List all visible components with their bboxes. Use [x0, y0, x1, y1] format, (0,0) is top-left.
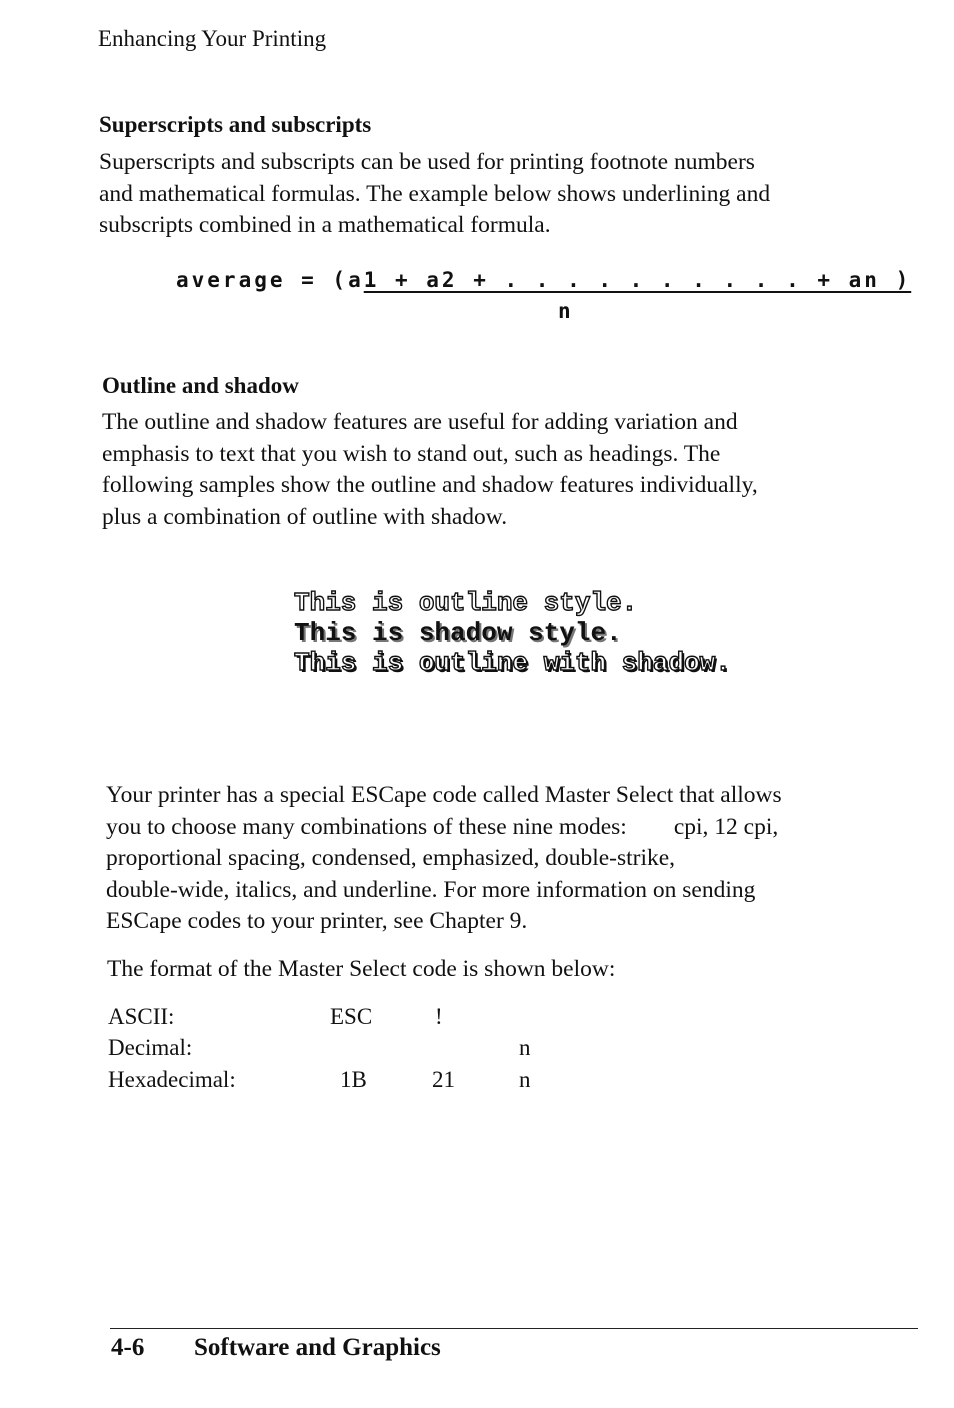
table-cell: n: [519, 1067, 531, 1092]
paragraph-line: The outline and shadow features are useful for adding variation and: [102, 409, 738, 435]
section-heading-outline-shadow: Outline and shadow: [102, 373, 299, 398]
running-head: Enhancing Your Printing: [98, 26, 327, 51]
sample-outline-style: This is outline style.: [294, 588, 638, 618]
page-number: 4-6: [111, 1334, 145, 1361]
footer-title: Software and Graphics: [194, 1334, 441, 1361]
paragraph-line: you to choose many combinations of these nine modes: cpi, 12 cpi,: [106, 813, 779, 840]
paragraph-line: Your printer has a special ESCape code called Master Select that allows: [106, 782, 782, 808]
paragraph-line: and mathematical formulas. The example below shows underlining and: [99, 180, 771, 207]
formula-underlined: 1 + a2 + . . . . . . . . . . + an ): [363, 268, 912, 292]
formula-denominator: n: [558, 299, 574, 323]
master-select-paragraph: [106, 780, 906, 938]
formula-prefix: average = (a: [176, 268, 364, 292]
table-cell: !: [435, 1004, 443, 1029]
table-cell: n: [519, 1035, 531, 1060]
section-paragraph-outline-shadow: [102, 407, 902, 533]
section-heading-superscripts: Superscripts and subscripts: [99, 112, 372, 137]
section-paragraph-superscripts: [99, 147, 899, 242]
footer-divider: [110, 1328, 918, 1329]
paragraph-line: Superscripts and subscripts can be used for printing footnote numbers: [99, 149, 755, 175]
formula-numerator: [176, 268, 911, 292]
format-line: The format of the Master Select code is shown below:: [107, 956, 616, 982]
table-cell: 1B: [340, 1067, 367, 1092]
paragraph-line: proportional spacing, condensed, emphasized, double-strike,: [106, 845, 676, 871]
table-row-label: Decimal:: [108, 1035, 193, 1060]
paragraph-line: subscripts combined in a mathematical formula.: [99, 212, 551, 238]
sample-samples: [294, 588, 731, 678]
sample-outline-with-shadow: This is outline with shadow.: [294, 648, 731, 678]
paragraph-line: ESCape codes to your printer, see Chapter 9.: [106, 908, 528, 934]
paragraph-line: following samples show the outline and shadow features individually,: [102, 472, 758, 498]
paragraph-line: double-wide, italics, and underline. For more information on sending: [106, 876, 756, 903]
table-row-label: ASCII:: [108, 1004, 175, 1029]
table-cell: 21: [432, 1067, 455, 1092]
sample-shadow-style: This is shadow style.: [294, 618, 622, 648]
paragraph-line: plus a combination of outline with shadow.: [102, 503, 508, 530]
paragraph-line: emphasis to text that you wish to stand out, such as headings. The: [102, 440, 721, 467]
table-cell: ESC: [330, 1004, 373, 1029]
table-row-label: Hexadecimal:: [108, 1067, 236, 1092]
